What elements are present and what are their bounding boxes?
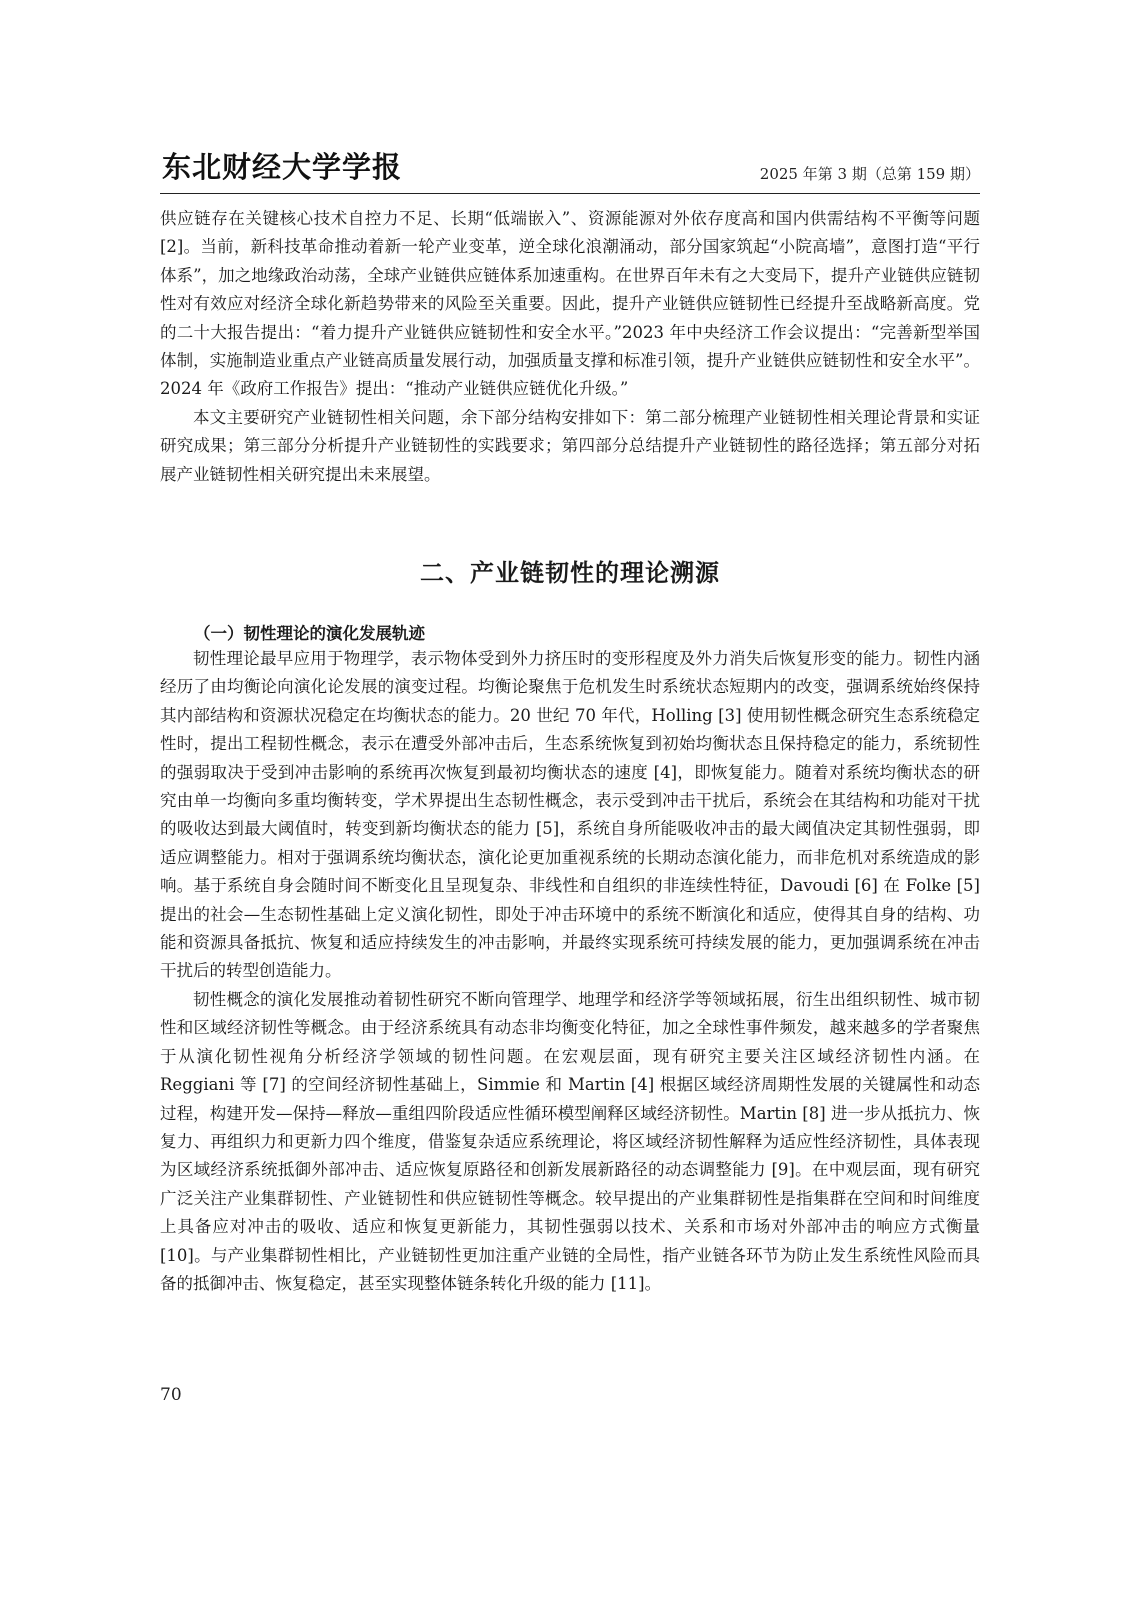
journal-name: 东北财经大学学报 (162, 150, 403, 184)
page-number: 70 (160, 1385, 182, 1405)
header-rule (160, 193, 980, 194)
issue-info: 2025 年第 3 期（总第 159 期） (759, 165, 980, 183)
intro-paragraph-2: 本文主要研究产业链韧性相关问题，余下部分结构安排如下：第二部分梳理产业链韧性相关理论背景和实证研究成果；第三部分分析提升产业链韧性的实践要求；第四部分总结提升产业链韧性的路径选择；第五部分对拓展产业链韧性相关研究提出未来展望。 (160, 407, 980, 484)
subsection-heading: （一）韧性理论的演化发展轨迹 (194, 624, 425, 643)
intro-text (160, 205, 980, 489)
intro-paragraph-1: 供应链存在关键核心技术自控力不足、长期“低端嵌入”、资源能源对外依存度高和国内供需结构不平衡等问题 [2]。当前，新科技革命推动着新一轮产业变革，逆全球化浪潮涌动，部分国家筑起“小院高墙”，意图打造“平行体系”，加之地缘政治动荡，全球产业链供应链体系加速重构。在世界百年未有之大变局下，提升产业链供应链韧性对有效应对经济全球化新趋势带来的风险至关重要。因此，提升产业链供应链韧性已经提升至战略新高度。党的二十大报告提出：“着力提升产业链供应链韧性和安全水平。”2023 年中央经济工作会议提出：“完善新型举国体制，实施制造业重点产业链高质量发展行动，加强质量支撑和标准引领，提升产业链供应链韧性和安全水平”。2024 年《政府工作报告》提出：“推动产业链供应链优化升级。” (160, 209, 980, 399)
section-heading: 二、产业链韧性的理论溯源 (420, 559, 720, 587)
running-header (160, 150, 980, 192)
section-text (160, 645, 980, 1298)
section-paragraph-2: 韧性概念的演化发展推动着韧性研究不断向管理学、地理学和经济学等领域拓展，衍生出组织韧性、城市韧性和区域经济韧性等概念。由于经济系统具有动态非均衡变化特征，加之全球性事件频发，越来越多的学者聚焦于从演化韧性视角分析经济学领域的韧性问题。在宏观层面，现有研究主要关注区域经济韧性内涵。在 Reggiani 等 [7] 的空间经济韧性基础上，Simmie 和 Martin [4] 根据区域经济周期性发展的关键属性和动态过程，构建开发—保持—释放—重组四阶段适应性循环模型阐释区域经济韧性。Martin [8] 进一步从抵抗力、恢复力、再组织力和更新力四个维度，借鉴复杂适应系统理论，将区域经济韧性解释为适应性经济韧性，具体表现为区域经济系统抵御外部冲击、适应恢复原路径和创新发展新路径的动态调整能力 [9]。在中观层面，现有研究广泛关注产业集群韧性、产业链韧性和供应链韧性等概念。较早提出的产业集群韧性是指集群在空间和时间维度上具备应对冲击的吸收、适应和恢复更新能力，其韧性强弱以技术、关系和市场对外部冲击的响应方式衡量 [10]。与产业集群韧性相比，产业链韧性更加注重产业链的全局性，指产业链各环节为防止发生系统性风险而具备的抵御冲击、恢复稳定，甚至实现整体链条转化升级的能力 [11]。 (160, 989, 980, 1293)
section-paragraph-1: 韧性理论最早应用于物理学，表示物体受到外力挤压时的变形程度及外力消失后恢复形变的能力。韧性内涵经历了由均衡论向演化论发展的演变过程。均衡论聚焦于危机发生时系统状态短期内的改变，强调系统始终保持其内部结构和资源状况稳定在均衡状态的能力。20 世纪 70 年代，Holling [3] 使用韧性概念研究生态系统稳定性时，提出工程韧性概念，表示在遭受外部冲击后，生态系统恢复到初始均衡状态且保持稳定的能力，系统韧性的强弱取决于受到冲击影响的系统再次恢复到最初均衡状态的速度 [4]，即恢复能力。随着对系统均衡状态的研究由单一均衡向多重均衡转变，学术界提出生态韧性概念，表示受到冲击干扰后，系统会在其结构和功能对干扰的吸收达到最大阈值时，转变到新均衡状态的能力 [5]，系统自身所能吸收冲击的最大阈值决定其韧性强弱，即适应调整能力。相对于强调系统均衡状态，演化论更加重视系统的长期动态演化能力，而非危机对系统造成的影响。基于系统自身会随时间不断变化且呈现复杂、非线性和自组织的非连续性特征，Davoudi [6] 在 Folke [5] 提出的社会—生态韧性基础上定义演化韧性，即处于冲击环境中的系统不断演化和适应，使得其自身的结构、功能和资源具备抵抗、恢复和适应持续发生的冲击影响，并最终实现系统可持续发展的能力，更加强调系统在冲击干扰后的转型创造能力。 (160, 649, 980, 981)
